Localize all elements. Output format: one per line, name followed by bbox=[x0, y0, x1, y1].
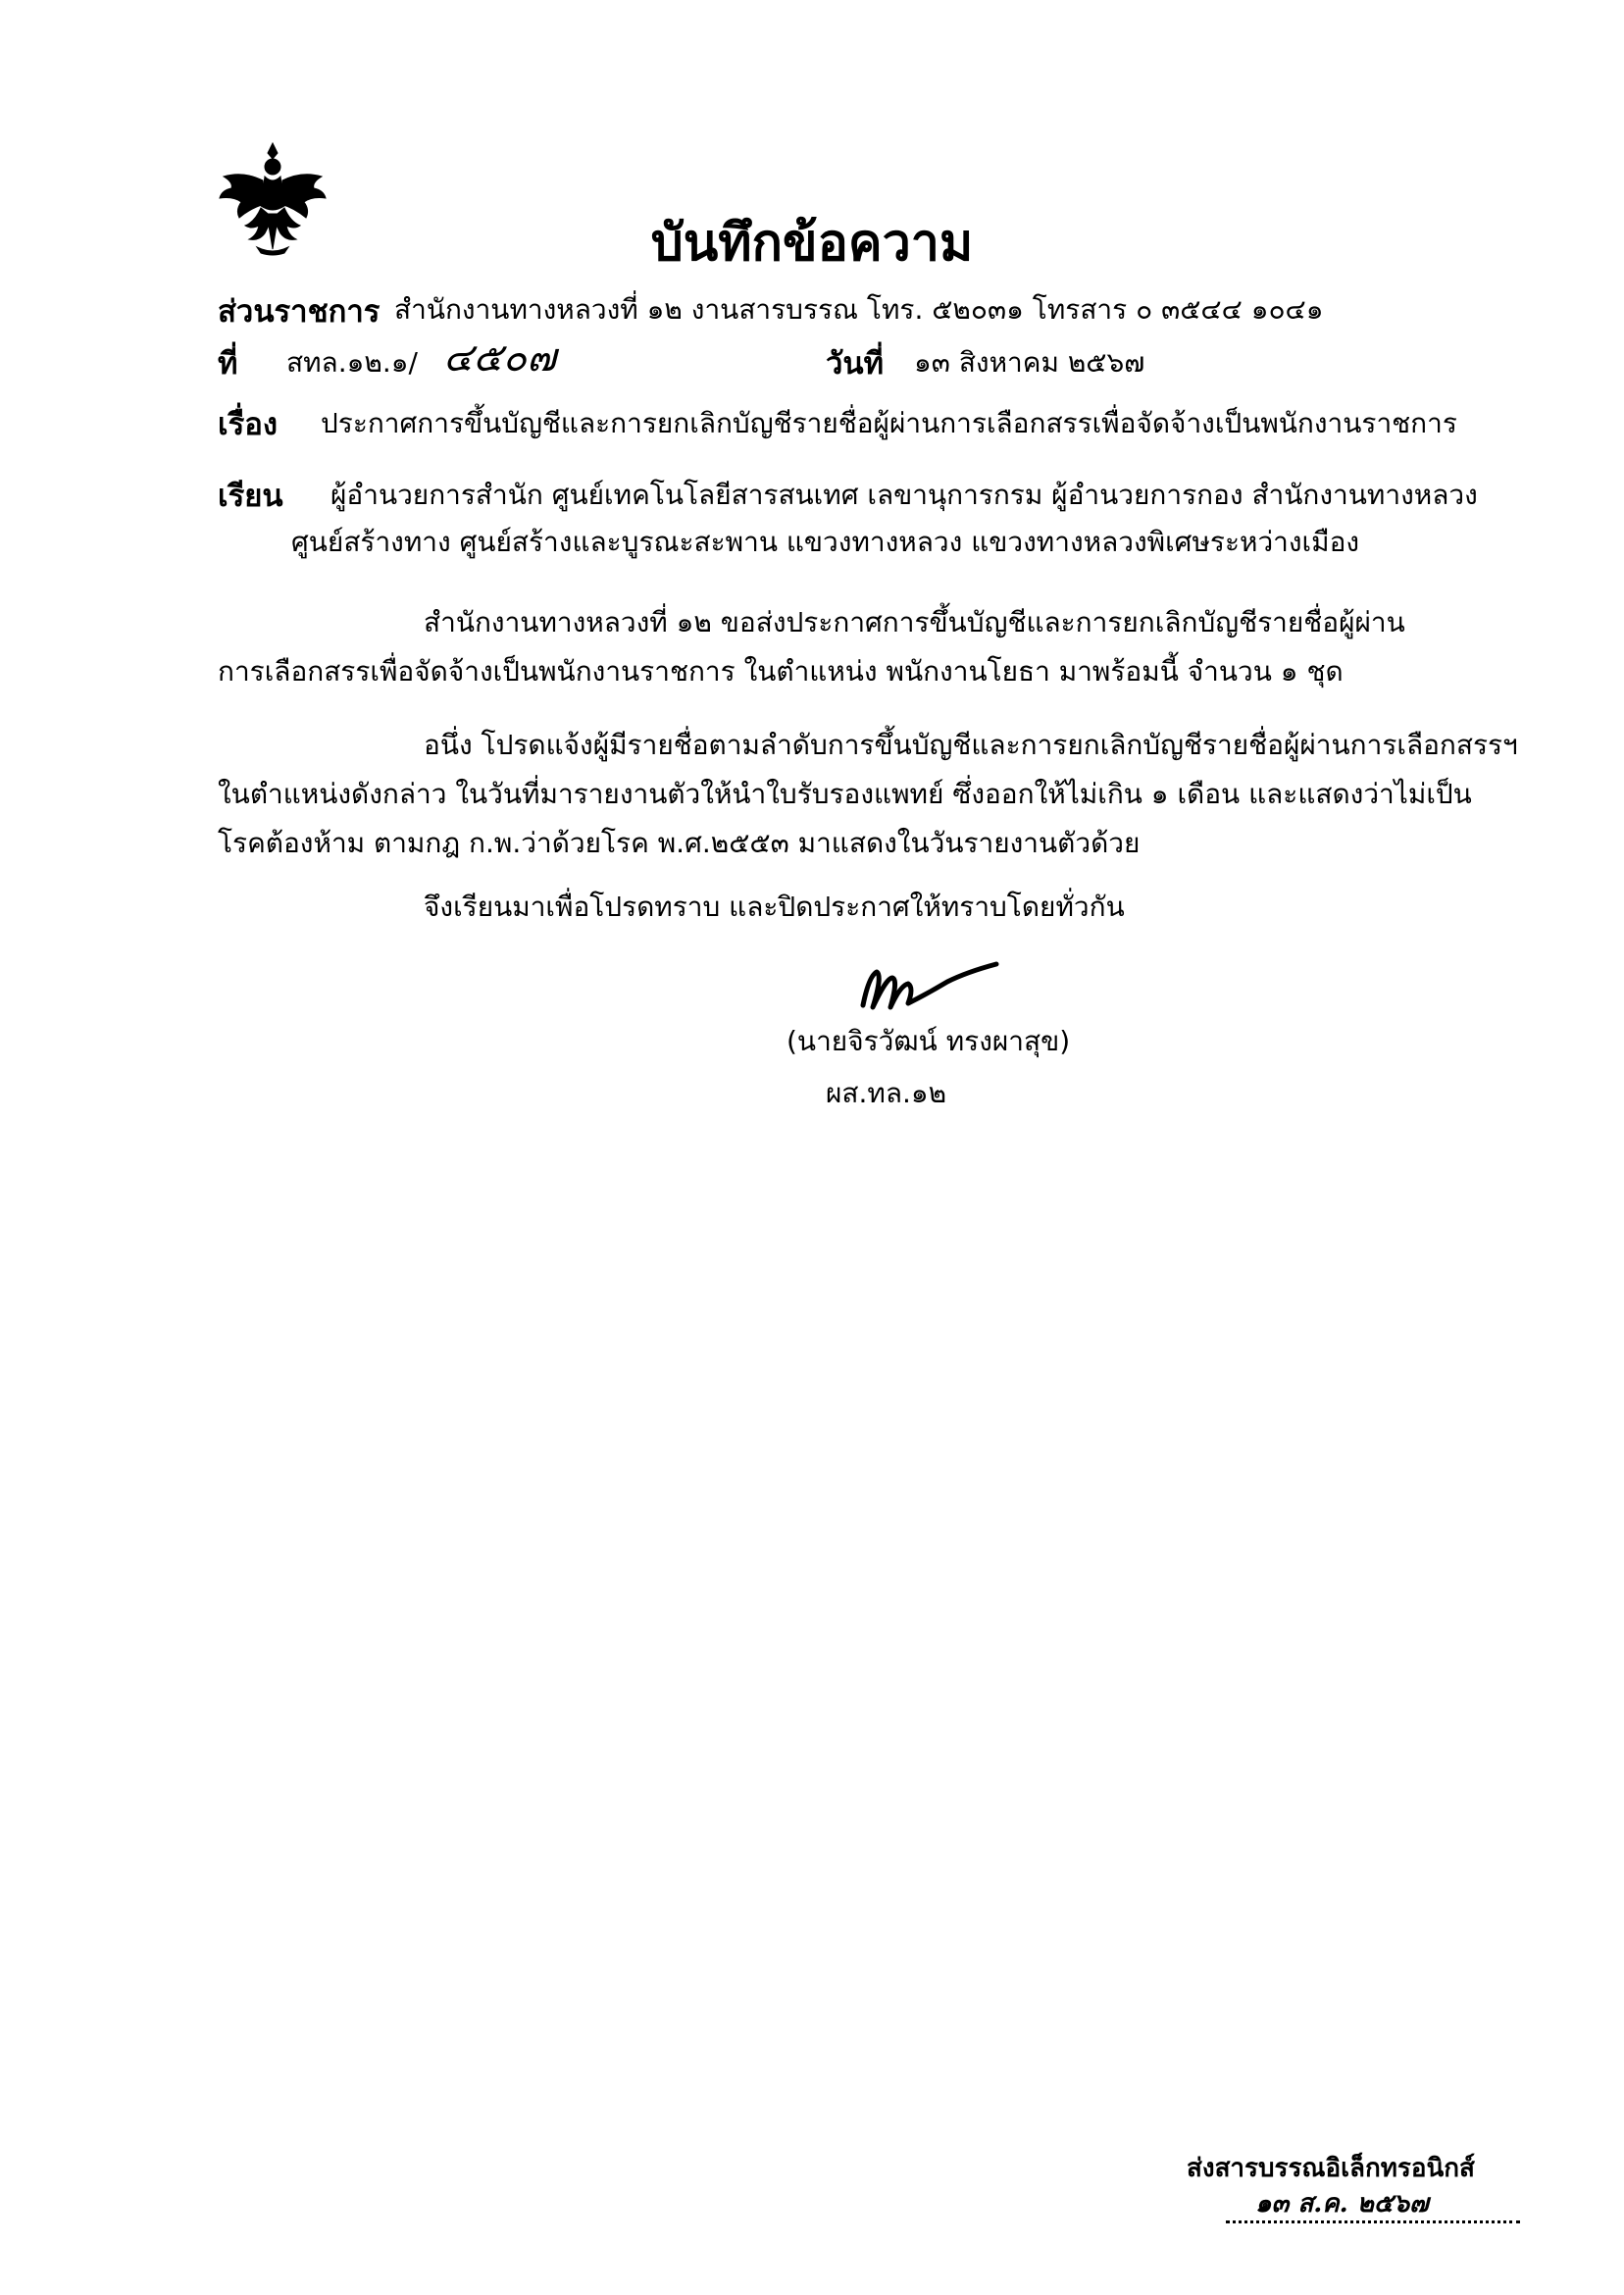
paragraph-2-line-2: ในตำแหน่งดังกล่าว ในวันที่มารายงานตัวให้นำใบรับรองแพทย์ ซึ่งออกให้ไม่เกิน ๑ เดือน และแสดงว่าไม่เป็น bbox=[218, 778, 1472, 810]
subject-value: ประกาศการขึ้นบัญชีและการยกเลิกบัญชีรายชื่อผู้ผ่านการเลือกสรรเพื่อจัดจ้างเป็นพนักงานราชการ bbox=[321, 407, 1457, 439]
paragraph-3-line-1: จึงเรียนมาเพื่อโปรดทราบ และปิดประกาศให้ทราบโดยทั่วกัน bbox=[424, 891, 1125, 923]
agency-label: ส่วนราชการ bbox=[218, 294, 381, 330]
agency-value: สำนักงานทางหลวงที่ ๑๒ งานสารบรรณ โทร. ๕๒๐๓๑ โทรสาร ๐ ๓๕๔๔ ๑๐๔๑ bbox=[394, 293, 1324, 326]
ref-label: ที่ bbox=[218, 346, 238, 382]
paragraph-1-line-1: สำนักงานทางหลวงที่ ๑๒ ขอส่งประกาศการขึ้นบัญชีและการยกเลิกบัญชีรายชื่อผู้ผ่าน bbox=[424, 606, 1405, 638]
stamp-line-1: ส่งสารบรรณอิเล็กทรอนิกส์ bbox=[1187, 2154, 1475, 2183]
handwritten-signature-icon bbox=[845, 956, 1022, 1025]
signatory-position: ผส.ทล.๑๒ bbox=[826, 1077, 947, 1109]
ref-number-handwritten: ๔๕๐๗ bbox=[443, 335, 557, 381]
stamp-date: ๑๓ ส.ค. ๒๕๖๗ bbox=[1255, 2189, 1429, 2218]
paragraph-2-line-3: โรคต้องห้าม ตามกฎ ก.พ.ว่าด้วยโรค พ.ศ.๒๕๕๓ มาแสดงในวันรายงานตัวด้วย bbox=[218, 827, 1141, 859]
signatory-name: (นายจิรวัฒน์ ทรงผาสุข) bbox=[787, 1025, 1071, 1057]
to-line-2: ศูนย์สร้างทาง ศูนย์สร้างและบูรณะสะพาน แขวงทางหลวง แขวงทางหลวงพิเศษระหว่างเมือง bbox=[291, 526, 1360, 558]
ref-prefix: สทล.๑๒.๑/ bbox=[286, 346, 418, 379]
date-value: ๑๓ สิงหาคม ๒๕๖๗ bbox=[914, 346, 1145, 379]
paragraph-1-line-2: การเลือกสรรเพื่อจัดจ้างเป็นพนักงานราชการ ในตำแหน่ง พนักงานโยธา มาพร้อมนี้ จำนวน ๑ ชุด bbox=[218, 655, 1344, 688]
document-title: บันทึกข้อความ bbox=[650, 214, 974, 273]
to-line-1: ผู้อำนวยการสำนัก ศูนย์เทคโนโลยีสารสนเทศ เลขานุการกรม ผู้อำนวยการกอง สำนักงานทางหลวง bbox=[330, 479, 1478, 511]
to-label: เรียน bbox=[218, 479, 283, 514]
paragraph-2-line-1: อนึ่ง โปรดแจ้งผู้มีรายชื่อตามลำดับการขึ้นบัญชีและการยกเลิกบัญชีรายชื่อผู้ผ่านการเลือกสรรฯ bbox=[424, 729, 1518, 761]
stamp-date-underline bbox=[1226, 2187, 1520, 2223]
date-label: วันที่ bbox=[826, 346, 885, 382]
subject-label: เรื่อง bbox=[218, 407, 279, 442]
